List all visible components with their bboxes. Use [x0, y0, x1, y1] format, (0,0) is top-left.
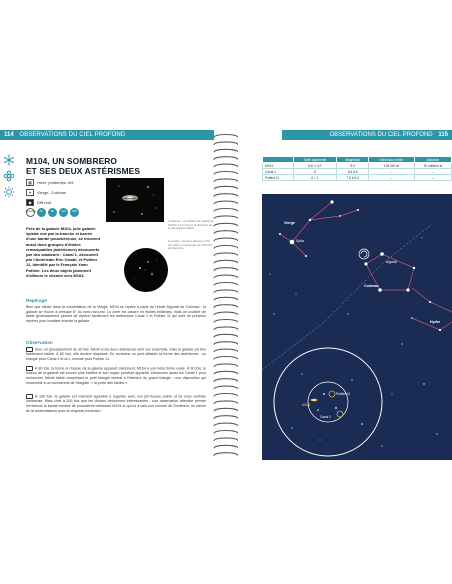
star-map-graphic	[262, 194, 452, 460]
season-icons	[3, 154, 17, 202]
label-corbeau: Corbeau	[364, 284, 379, 288]
label-spica: Spica	[296, 239, 304, 243]
snowflake-icon	[3, 154, 15, 166]
constellation-icon: ✦	[26, 189, 34, 196]
spiral-ring	[214, 394, 238, 397]
instrument-badge: 60	[37, 208, 46, 217]
table-header: Distance	[414, 157, 451, 163]
observation-p1	[26, 347, 206, 362]
label-vierge: Vierge	[284, 221, 295, 225]
right-page	[238, 130, 452, 460]
spiral-binding	[212, 130, 240, 460]
eyepiece-view	[124, 248, 168, 292]
observation-p3	[26, 394, 206, 413]
spiral-ring	[214, 260, 238, 263]
spiral-ring	[214, 453, 238, 456]
title-line-2: ET SES DEUX ASTÉRISMES	[26, 166, 141, 176]
observation-p3-text: À 160 fois, la galaxie est vraiment agréable à regarder avec son joli fuseau pointu et sa zone centrale lumineuse. Mais c'est à 200 fois que les choses deviennent intéressantes : une observation attentive permet d'entrevoir la bande sombre de poussières ceinturant M104 et qui lui a valu son surnom de Sombrero, en raison de la ressemblance avec le chapeau mexicain !	[26, 394, 206, 413]
spiral-ring	[214, 172, 238, 175]
spiral-ring	[214, 142, 238, 145]
spiral-ring	[214, 164, 238, 167]
flower-icon	[3, 170, 15, 182]
difficulty-text: Diff·rent	[37, 200, 52, 205]
table-cell: 6'	[293, 169, 337, 175]
table-cell: –	[414, 169, 451, 175]
photo-caption: Ci-dessus : les détails de Carbonne Pothier 11 montrent la direction de la pile galaxie M104.	[168, 219, 214, 231]
spiral-ring	[214, 445, 238, 448]
galaxy-photo	[106, 178, 164, 222]
spiral-ring	[214, 357, 238, 360]
spiral-ring	[214, 238, 238, 241]
spiral-ring	[214, 186, 238, 189]
table-cell: M104	[263, 163, 294, 169]
object-table	[262, 156, 452, 181]
book-spread	[0, 130, 452, 460]
label-m104: M104	[302, 403, 310, 407]
spiral-ring	[214, 275, 238, 278]
spiral-ring	[214, 246, 238, 249]
reperage-text: Bien que située dans la constellation de la Vierge, M104 se repère à partir de l'étoile Algorab du Corbeau : la galaxie se trouve à presque 6° au nord-nord-est. La zone est pauvre en étoiles brillantes, mais un oculaire de faible grossissement permet de repérer facilement les astérismes Canal 1 et Pothier 11 qui sont de précieux repères pour localiser ensuite la galaxie.	[26, 305, 206, 324]
spiral-ring	[214, 290, 238, 293]
instrument-badge: 114	[59, 208, 68, 217]
table-header: Dimension réelle	[369, 157, 415, 163]
info-box	[26, 178, 106, 217]
spiral-ring	[214, 157, 238, 160]
label-algorab: Algorab	[386, 260, 397, 264]
star-map	[262, 194, 452, 460]
season-text: Hiver, printemps, été	[37, 180, 74, 185]
spiral-ring	[214, 334, 238, 337]
difficulty-row	[26, 198, 106, 207]
spiral-ring	[214, 268, 238, 271]
table-header: Taille apparente	[293, 157, 337, 163]
section-title-right: OBSERVATIONS DU CIEL PROFOND	[329, 132, 433, 138]
difficulty-icon: ◆	[26, 199, 34, 206]
spiral-ring	[214, 305, 238, 308]
season-row	[26, 178, 106, 187]
table-cell: Pothier 11	[263, 175, 294, 181]
spiral-ring	[214, 327, 238, 330]
spiral-ring	[214, 297, 238, 300]
article-title	[26, 156, 186, 176]
spiral-ring	[214, 149, 238, 152]
spiral-ring	[214, 423, 238, 426]
spiral-ring	[214, 135, 238, 138]
table-cell: 105 000 al	[369, 163, 415, 169]
spiral-ring	[214, 364, 238, 367]
spiral-ring	[214, 209, 238, 212]
page-number-left: 114	[4, 132, 14, 138]
spiral-ring	[214, 371, 238, 374]
observation-p2-text: À 80 fois, la forme en fuseau de la galaxie apparaît clairement, M104 a une belle forme ovale. À 90 fois, le fuseau de la galaxie est encore plus évident et son noyau ponctuel apparaît. Découvrez aussi sur Canal 1 pour rechercher l'étoile faible complétant le petit triangle central à l'intérieur du grand triangle : une disposition qui ressemble à un bonhomme de Stargate, « la porte des étoiles ».	[26, 366, 206, 385]
spiral-ring	[214, 342, 238, 345]
instrument-badge: Jumelles	[26, 208, 35, 217]
left-page	[0, 130, 214, 460]
spiral-ring	[214, 431, 238, 434]
table-cell: 7,6 à 9,3	[337, 175, 369, 181]
constellation-text: Vierge, Corbeau	[37, 190, 67, 195]
spiral-ring	[214, 179, 238, 182]
spiral-ring	[214, 416, 238, 419]
label-canal: Canal 1	[320, 415, 331, 419]
observation-p2	[26, 366, 206, 385]
observation-p1-text: Avec un grossissement de 30 fois, M104 et les deux astérismes sont vus ensemble, mais la galaxie est très faiblement visible. À 60 fois, elle devient diaphane. En revanche on peut détailler la forme des astérismes : un triangle pour Canal 1 et un L inversé pour Pothier 11.	[26, 347, 206, 361]
calendar-icon: ▦	[26, 179, 34, 186]
spiral-ring	[214, 379, 238, 382]
observation-title: Observation	[26, 340, 53, 345]
spiral-ring	[214, 386, 238, 389]
spiral-ring	[214, 401, 238, 404]
table-cell: 4' × 1'	[293, 175, 337, 181]
spiral-ring	[214, 312, 238, 315]
eyepiece-stars	[124, 248, 168, 292]
table-cell: 8,6' × 4,2'	[293, 163, 337, 169]
spiral-ring	[214, 194, 238, 197]
intro-paragraph: Près de la galaxie M104, jolie galaxie spirale vue par la tranche et barrée d'une bande poussiéreuse, se trouvent aussi deux groupes d'étoiles remarquables (astérismes) découverts par des amateurs : Canal 1, découvert par l'Américain Eric Canali, et Pothier 11, identifié par le Français Yann Pothier. Les deux objets jalonnent d'ailleurs le chemin vers M104.	[26, 226, 101, 278]
label-hydre: Hydre	[430, 320, 441, 324]
table-cell: 8,0	[337, 163, 369, 169]
spiral-ring	[214, 320, 238, 323]
title-line-1: M104, UN SOMBRERO	[26, 156, 118, 166]
spiral-ring	[214, 283, 238, 286]
spiral-ring	[214, 408, 238, 411]
table-cell: –	[369, 175, 415, 181]
left-page-header	[0, 130, 214, 140]
table-cell: Canal 1	[263, 169, 294, 175]
spiral-ring	[214, 349, 238, 352]
constellation-row	[26, 188, 106, 197]
spiral-ring	[214, 231, 238, 234]
sun-icon	[3, 186, 15, 198]
table-cell: –	[369, 169, 415, 175]
spiral-ring	[214, 201, 238, 204]
spiral-ring	[214, 438, 238, 441]
table-cell: 32 millions al	[414, 163, 451, 169]
table-cell: –	[414, 175, 451, 181]
instrument-badge: 200	[70, 208, 79, 217]
right-page-header	[282, 130, 452, 140]
label-pothier: Pothier 11	[336, 392, 351, 396]
table-cell: 6,6 à 8	[337, 169, 369, 175]
table-row	[263, 175, 452, 181]
section-title-left: OBSERVATIONS DU CIEL PROFOND	[19, 132, 126, 138]
spiral-ring	[214, 216, 238, 219]
instrument-badges	[26, 208, 106, 217]
galaxy-photo-image	[106, 178, 164, 222]
page-number-right: 115	[438, 132, 448, 138]
spiral-ring	[214, 253, 238, 256]
eyepiece-caption: Ci-contre : Canal 1 observé à 80 fois dans un télescope de 200 mm de diamètre.	[168, 239, 213, 251]
table-header: Magnitude	[337, 157, 369, 163]
instrument-badge: 80	[48, 208, 57, 217]
spiral-ring	[214, 223, 238, 226]
reperage-title: Repérage	[26, 298, 47, 303]
